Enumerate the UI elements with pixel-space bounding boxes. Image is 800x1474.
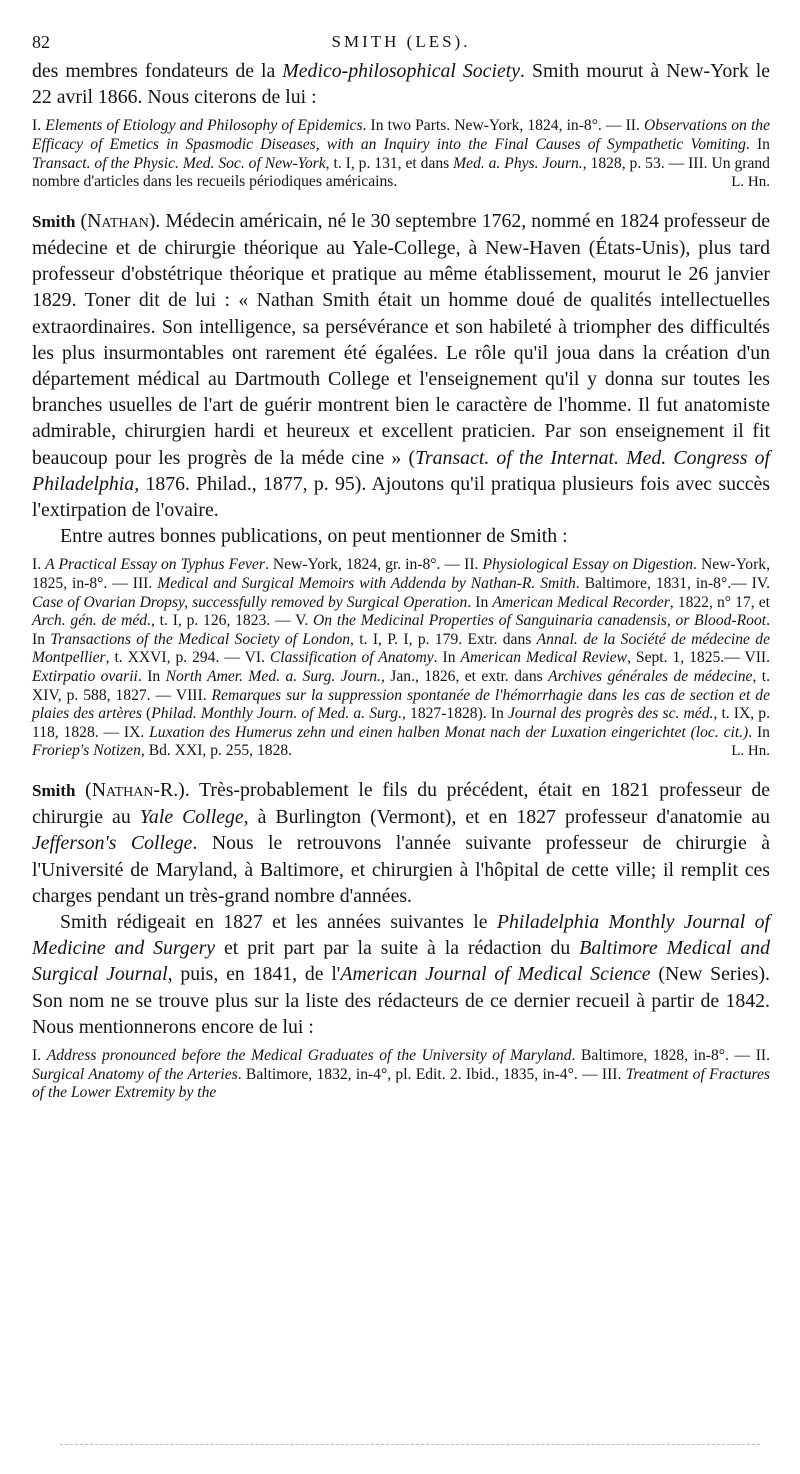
signature: L. Hn. [731,174,770,191]
page-number: 82 [32,32,50,52]
entry-headword: Smith [32,780,76,800]
signature: L. Hn. [731,743,770,760]
footer-rule [60,1444,760,1445]
intro-paragraph [32,58,770,110]
bibliography-block-2: I. A Practical Essay on Typhus Fever. New-York, 1824, gr. in-8°. — II. Physiological Essay on Digestion. New-York, 1825, in-8°. — III. Medical and Surgical Memoirs with Addenda by Nathan-R. Smith. Baltimore, 1831, in-8°.— IV. Case of Ovarian Dropsy, successfully removed by Surgical Operation. In American Medical Recorder, 1822, n° 17, et Arch. gén. de méd., t. I, p. 126, 1823. — V. On the Medicinal Properties of Sanguinaria canadensis, or Blood-Root. In Transactions of the Medical Society of London, t. I, P. I, p. 179. Extr. dans Annal. de la Société de médecine de Montpellier, t. XXVI, p. 294. — VI. Classification of Anatomy. In American Medical Review, Sept. 1, 1825.— VII. Extirpatio ovarii. In North Amer. Med. a. Surg. Journ., Jan., 1826, et extr. dans Archives générales de médecine, t. XIV, p. 588, 1827. — VIII. Remarques sur la suppression spontanée de l'hémorrhagie dans les cas de section et de plaies des artères (Philad. Monthly Journ. of Med. a. Surg., 1827-1828). In Journal des progrès des sc. méd., t. IX, p. 118, 1828. — IX. Luxation des Humerus zehn und einen halben Monat nach der Luxation eingerichtet (loc. cit.). In Froriep's Notizen, Bd. XXI, p. 255, 1828. L. Hn. [32,556,771,760]
intro-text-2: . Smith mourut à New-York le 22 avril 1866. Nous citerons de lui : [32,60,771,109]
entry-smith-nathan-r [32,777,770,1103]
entry-given-name: (Nathan). [80,209,161,232]
entry-body: Smith (Nathan). Médecin américain, né le 30 septembre 1762, nommé en 1824 professeur de médecine et de chirurgie théorique au Yale-College, à New-Haven (États-Unis), plus tard professeur d'obstétrique théorique et pratique au même établissement, mourut le 26 janvier 1829. Toner dit de lui : « Nathan Smith était un homme doué de qualités intellectuelles extraordinaires. Son intelligence, sa persévérance et son habileté à triompher des difficultés les plus insurmontables ont rarement été égalées. Le rôle qu'il joua dans la création d'un département médical au Dartmouth College et l'enseignement qu'il y donna sur toutes les branches usuelles de l'art de guérir montrent bien le caractère de l'homme. Il fut anatomiste admirable, chirurgien hardi et heureux et excellent praticien. Par son enseignement il fit beaucoup pour les progrès de la méde cine » (Transact. of the Internat. Med. Congress of Philadelphia, 1876. Philad., 1877, p. 95). Ajoutons qu'il pratiqua plusieurs fois avec succès l'extirpation de l'ovaire. [32,209,770,522]
intro-text-1: des membres fondateurs de la [32,60,283,82]
intro-society-title: Medico-philosophical Society [282,60,521,82]
entry-paragraph-2: Smith rédigeait en 1827 et les années suivantes le Philadelphia Monthly Journal of Medicine and Surgery et prit part par la suite à la rédaction du Baltimore Medical and Surgical Journal, puis, en 1841, de l'American Journal of Medical Science (New Series). Son nom ne se trouve plus sur la liste des rédacteurs de ce dernier recueil à partir de 1842. Nous mentionnerons encore de lui : [32,910,771,1038]
entry-headword: Smith [32,211,76,231]
bibliography-block-1: I. Elements of Etiology and Philosophy of Epidemics. In two Parts. New-York, 1824, in-8°. — II. Observations on the Efficacy of Emetics in Spasmodic Diseases, with an Inquiry into the Final Causes of Sympathetic Vomiting. In Transact. of the Physic. Med. Soc. of New-York, t. I, p. 131, et dans Med. a. Phys. Journ., 1828, p. 53. — III. Un grand nombre d'articles dans les recueils périodiques américains. L. Hn. [32,117,770,191]
running-head: SMITH (LES). [331,32,471,51]
entry-given-name: (Nathan-R.). [85,778,190,801]
bibliography-block-3: I. Address pronounced before the Medical Graduates of the University of Maryland. Baltimore, 1828, in-8°. — II. Surgical Anatomy of the Arteries. Baltimore, 1832, in-4°, pl. Edit. 2. Ibid., 1835, in-4°. — III. Treatment of Fractures of the Lower Extremity by the [32,1046,770,1102]
entry-smith-nathan [32,208,770,761]
document-page [32,26,770,1103]
entry-body: Smith (Nathan-R.). Très-probablement le fils du précédent, était en 1821 professeur de chirurgie au Yale College, à Burlington (Vermont), et en 1827 professeur d'anatomie au Jefferson's College. Nous le retrouvons l'année suivante professeur de chirurgie à l'Université de Maryland, à Baltimore, et chirurgien à l'hôpital de cette ville; il remplit ces charges pendant un très-grand nombre d'années. [32,778,770,907]
page-header [32,26,770,58]
entry-publications-intro: Entre autres bonnes publications, on peut mentionner de Smith : [60,525,568,548]
